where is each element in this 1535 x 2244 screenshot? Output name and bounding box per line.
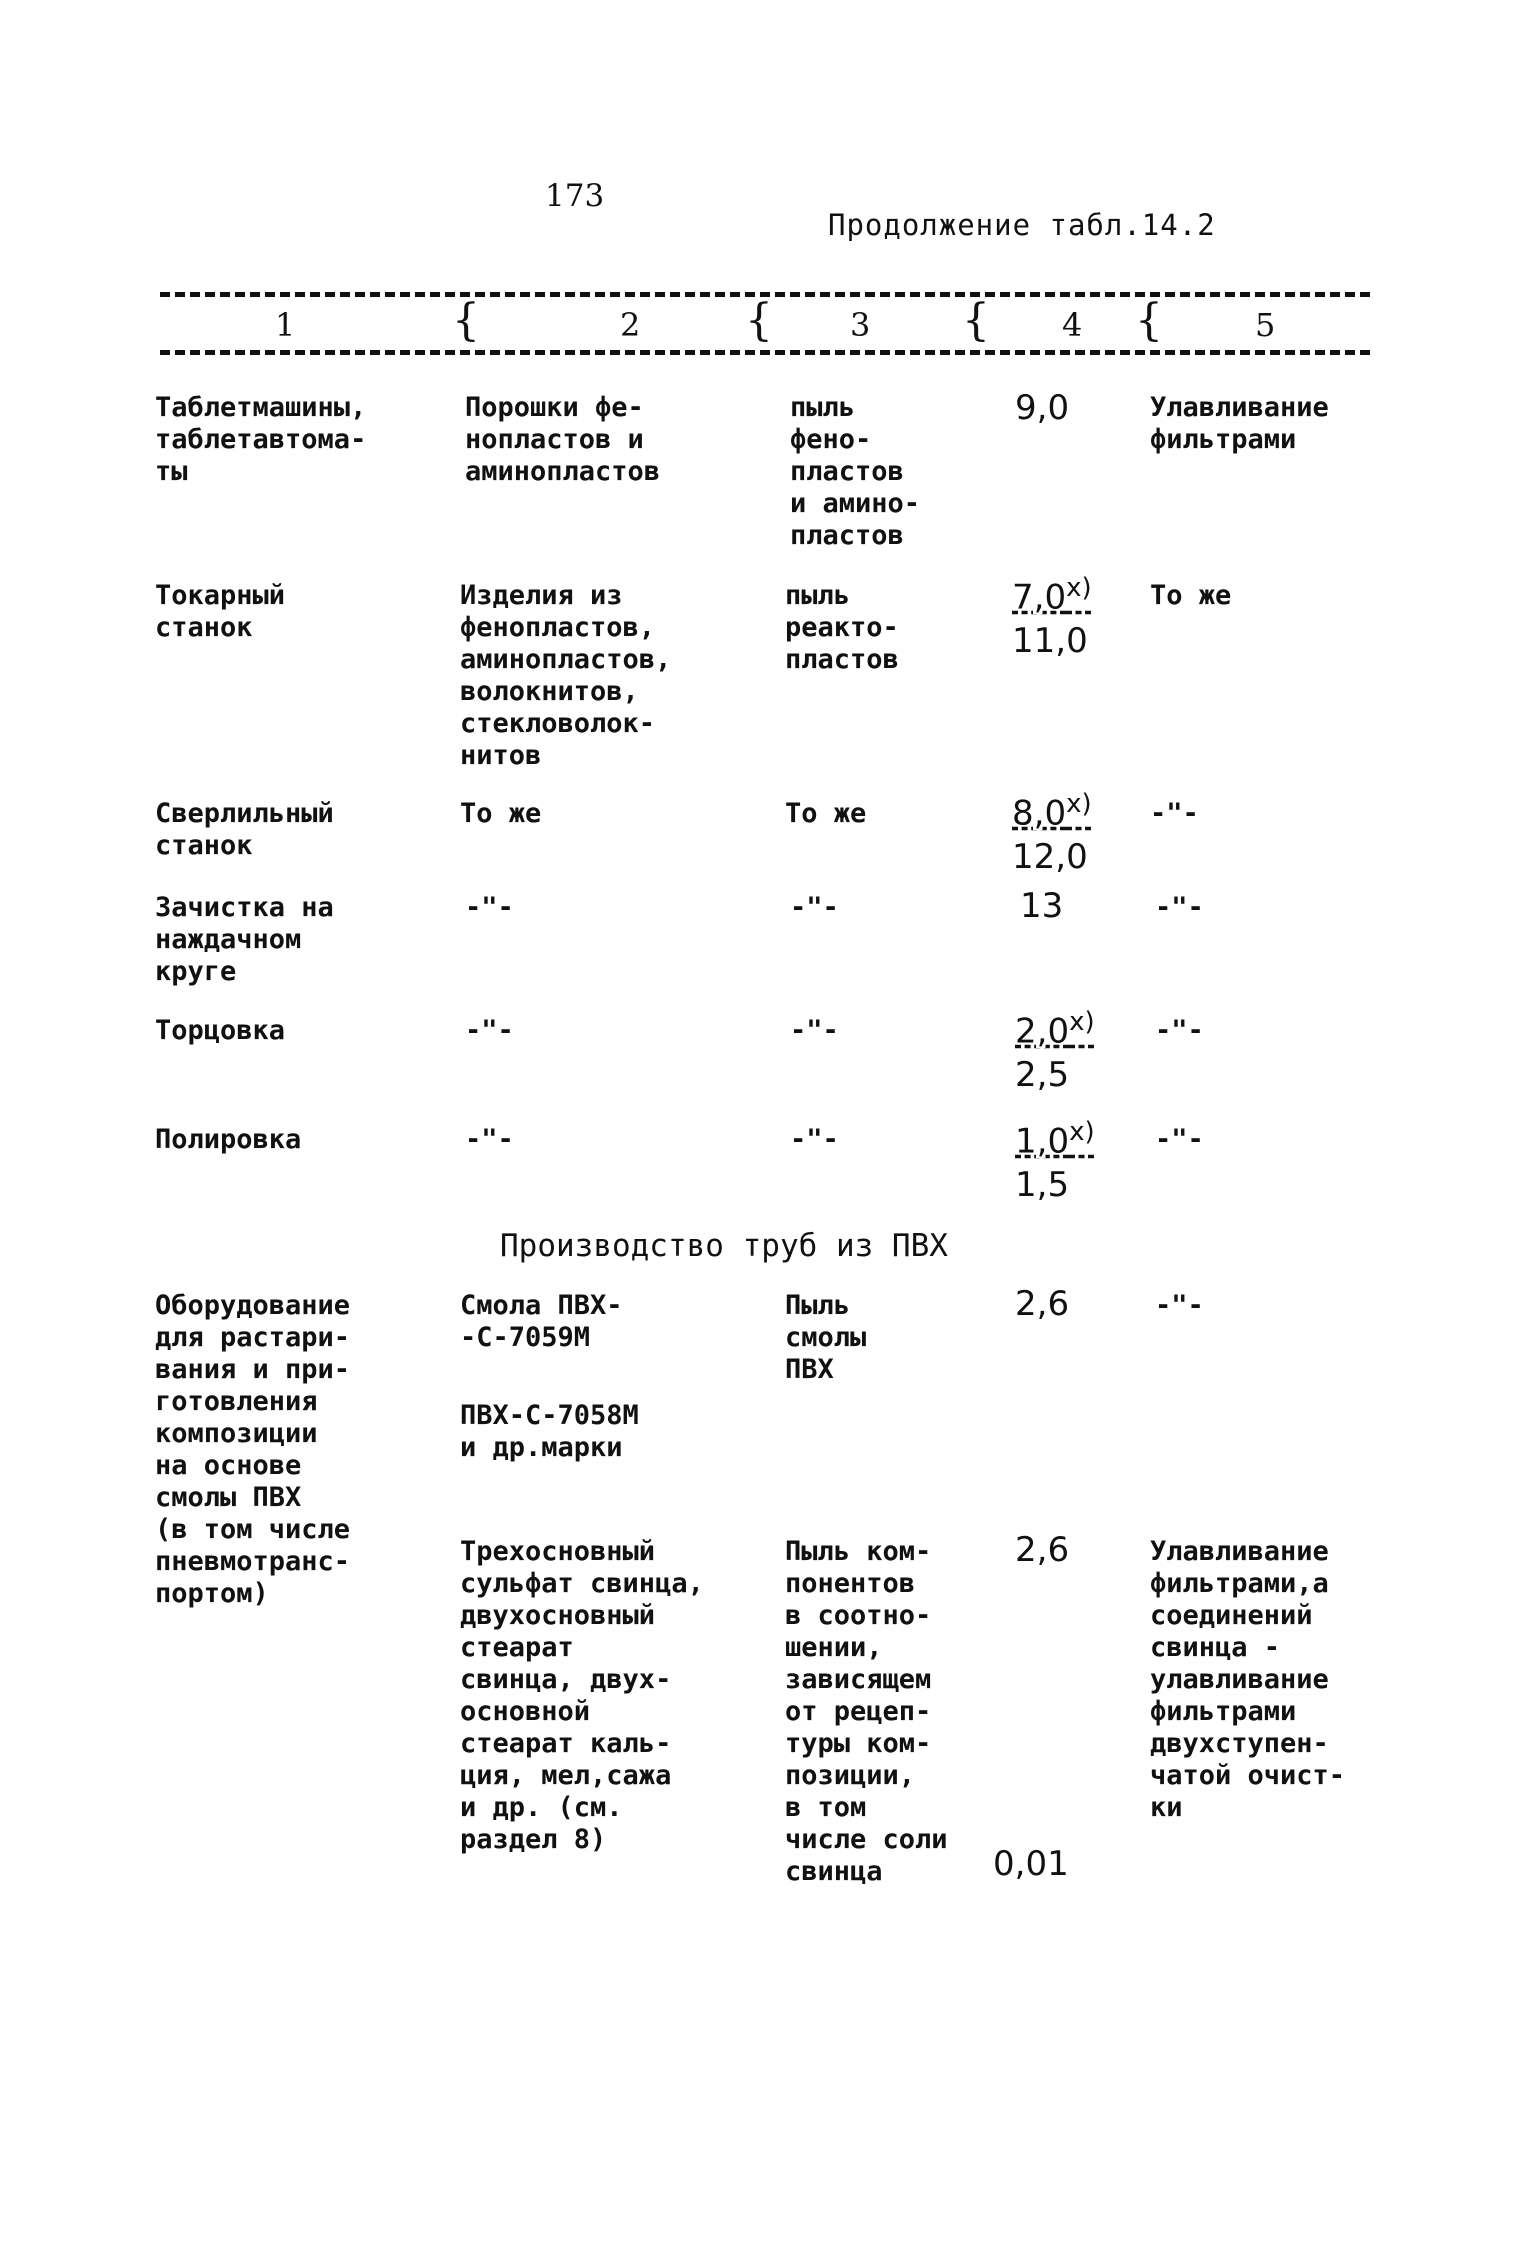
cell-equipment: Зачистка на наждачном круге <box>155 892 334 987</box>
cell-value-lead: 0,01 <box>993 1844 1069 1884</box>
column-header-3: 3 <box>850 306 871 344</box>
footnote-mark: х) <box>1069 1117 1095 1147</box>
column-separator: { <box>1135 295 1163 346</box>
cell-equipment: Сверлильный станок <box>155 798 334 861</box>
cell-material: Смола ПВХ- -С-7059М <box>460 1290 623 1353</box>
page-number: 173 <box>545 178 605 214</box>
cell-equipment: Торцовка <box>155 1015 286 1046</box>
cell-measure: -"- <box>1155 1290 1204 1321</box>
cell-material: Изделия из фенопластов, аминопластов, волокнитов, стекловолок- нитов <box>460 580 672 771</box>
value-denominator: 12,0 <box>1012 837 1088 878</box>
value-numerator: 1,0 <box>1015 1121 1070 1162</box>
cell-value: 9,0 <box>1015 388 1070 428</box>
cell-pollutant: Пыль смолы ПВХ <box>785 1290 867 1385</box>
column-header-2: 2 <box>620 306 641 344</box>
cell-material: -"- <box>465 1124 514 1155</box>
cell-measure: Улавливание фильтрами <box>1150 392 1329 455</box>
cell-material: Порошки фе- нопластов и аминопластов <box>465 392 661 487</box>
column-header-5: 5 <box>1255 306 1276 344</box>
cell-value-fraction <box>1012 566 1092 663</box>
value-numerator: 2,0 <box>1015 1011 1070 1052</box>
cell-equipment: Таблетмашины, таблетавтома- ты <box>155 392 367 487</box>
cell-equipment: Оборудование для растари- вания и при- готовления композиции на основе смолы ПВХ (в том числе пневмотранс- портом) <box>155 1290 351 1609</box>
column-separator: { <box>452 295 480 346</box>
cell-measure: -"- <box>1155 1124 1204 1155</box>
cell-material: Трехосновный сульфат свинца, двухосновный стеарат свинца, двух- основной стеарат каль- ция, мел,сажа и др. (см. раздел 8) <box>460 1536 704 1855</box>
cell-equipment: Полировка <box>155 1124 302 1155</box>
column-header-4: 4 <box>1062 306 1083 344</box>
cell-value-fraction <box>1015 1110 1095 1207</box>
table-caption: Продолжение табл.14.2 <box>828 208 1216 242</box>
cell-value: 2,6 <box>1015 1284 1070 1324</box>
cell-pollutant: пыль реакто- пластов <box>785 580 899 675</box>
cell-pollutant: -"- <box>790 892 839 923</box>
cell-material: -"- <box>465 1015 514 1046</box>
cell-value-fraction <box>1015 1000 1095 1097</box>
cell-measure: То же <box>1150 580 1232 611</box>
value-denominator: 11,0 <box>1012 621 1088 662</box>
value-denominator: 1,5 <box>1015 1165 1070 1206</box>
cell-material-other: ПВХ-С-7058М и др.марки <box>460 1400 639 1463</box>
cell-pollutant: -"- <box>790 1015 839 1046</box>
cell-pollutant: пыль фено- пластов и амино- пластов <box>790 392 921 551</box>
cell-value: 13 <box>1020 886 1064 926</box>
cell-material: То же <box>460 798 542 829</box>
cell-pollutant: Пыль ком- понентов в соотно- шении, зависящем от рецеп- туры ком- позиции, в том числе соли свинца <box>785 1536 948 1887</box>
footnote-mark: х) <box>1069 1007 1095 1037</box>
cell-measure: -"- <box>1150 798 1199 829</box>
cell-value: 2,6 <box>1015 1530 1070 1570</box>
cell-equipment: Токарный станок <box>155 580 286 643</box>
footnote-mark: х) <box>1066 789 1092 819</box>
cell-material: -"- <box>465 892 514 923</box>
column-separator: { <box>745 295 773 346</box>
value-numerator: 7,0 <box>1012 577 1067 618</box>
footnote-mark: х) <box>1066 573 1092 603</box>
column-header-1: 1 <box>275 306 296 344</box>
cell-value-fraction <box>1012 782 1092 879</box>
value-numerator: 8,0 <box>1012 793 1067 834</box>
cell-measure: -"- <box>1155 1015 1204 1046</box>
cell-pollutant: -"- <box>790 1124 839 1155</box>
cell-measure: -"- <box>1155 892 1204 923</box>
value-denominator: 2,5 <box>1015 1055 1070 1096</box>
section-title: Производство труб из ПВХ <box>500 1228 948 1264</box>
cell-pollutant: То же <box>785 798 867 829</box>
column-separator: { <box>962 295 990 346</box>
cell-measure: Улавливание фильтрами,а соединений свинца - улавливание фильтрами двухступен- чатой очист- ки <box>1150 1536 1346 1823</box>
